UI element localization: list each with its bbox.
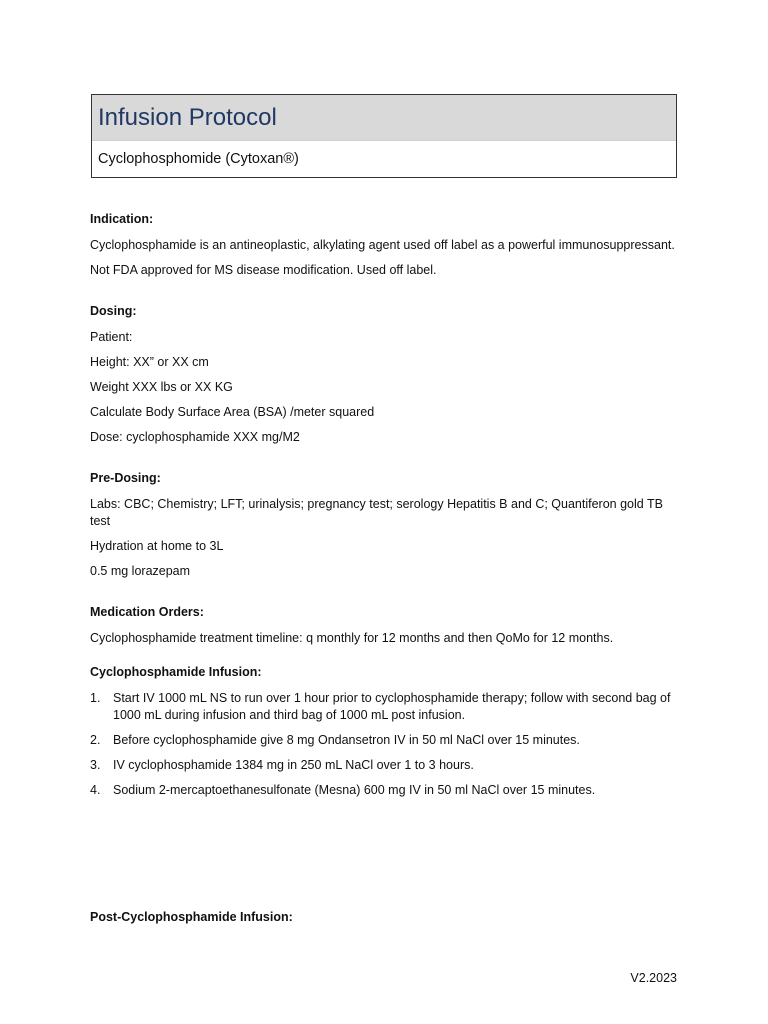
step-number: 3. (90, 758, 101, 772)
header-subtitle-band (92, 141, 676, 177)
pre-dosing-heading: Pre-Dosing: (90, 471, 161, 485)
drug-name: Cyclophosphomide (Cytoxan®) (98, 151, 299, 167)
dosing-section (90, 303, 680, 446)
pre-dosing-line: Labs: CBC; Chemistry; LFT; urinalysis; pregnancy test; serology Hepatitis B and C; Quantiferon gold TB test (90, 497, 663, 528)
dosing-line: Patient: (90, 330, 133, 344)
step-number: 4. (90, 783, 101, 797)
pre-dosing-line: 0.5 mg lorazepam (90, 564, 191, 578)
indication-paragraph: Not FDA approved for MS disease modification. Used off label. (90, 263, 437, 277)
infusion-steps (90, 690, 680, 799)
indication-heading: Indication: (90, 212, 154, 226)
page-title: Infusion Protocol (98, 103, 277, 131)
indication-paragraph: Cyclophosphamide is an antineoplastic, alkylating agent used off label as a powerful immunosuppressant. (90, 238, 675, 252)
dosing-line: Weight XXX lbs or XX KG (90, 380, 233, 394)
dosing-heading: Dosing: (90, 304, 137, 318)
list-item (90, 782, 680, 799)
post-infusion-heading: Post-Cyclophosphamide Infusion: (90, 910, 293, 924)
protocol-body (90, 211, 680, 823)
dosing-line: Dose: cyclophosphamide XXX mg/M2 (90, 430, 300, 444)
step-number: 2. (90, 733, 101, 747)
protocol-header (91, 94, 677, 178)
indication-section (90, 211, 680, 279)
pre-dosing-line: Hydration at home to 3L (90, 539, 224, 553)
dosing-line: Height: XX” or XX cm (90, 355, 209, 369)
medication-orders-heading: Medication Orders: (90, 605, 204, 619)
medication-orders-line: Cyclophosphamide treatment timeline: q monthly for 12 months and then QoMo for 12 months. (90, 631, 614, 645)
list-item (90, 757, 680, 774)
header-title-band (92, 95, 676, 141)
dosing-line: Calculate Body Surface Area (BSA) /meter squared (90, 405, 375, 419)
step-number: 1. (90, 691, 101, 705)
pre-dosing-section (90, 470, 680, 580)
step-text: IV cyclophosphamide 1384 mg in 250 mL NaCl over 1 to 3 hours. (113, 758, 474, 772)
infusion-heading: Cyclophosphamide Infusion: (90, 665, 262, 679)
step-text: Start IV 1000 mL NS to run over 1 hour prior to cyclophosphamide therapy; follow with second bag of 1000 mL during infusion and third bag of 1000 mL post infusion. (113, 691, 671, 722)
step-text: Before cyclophosphamide give 8 mg Ondansetron IV in 50 ml NaCl over 15 minutes. (113, 733, 580, 747)
medication-orders-section (90, 604, 680, 647)
list-item (90, 732, 680, 749)
version-label: V2.2023 (630, 971, 677, 985)
infusion-section (90, 664, 680, 799)
step-text: Sodium 2-mercaptoethanesulfonate (Mesna) 600 mg IV in 50 ml NaCl over 15 minutes. (113, 783, 596, 797)
list-item (90, 690, 680, 724)
